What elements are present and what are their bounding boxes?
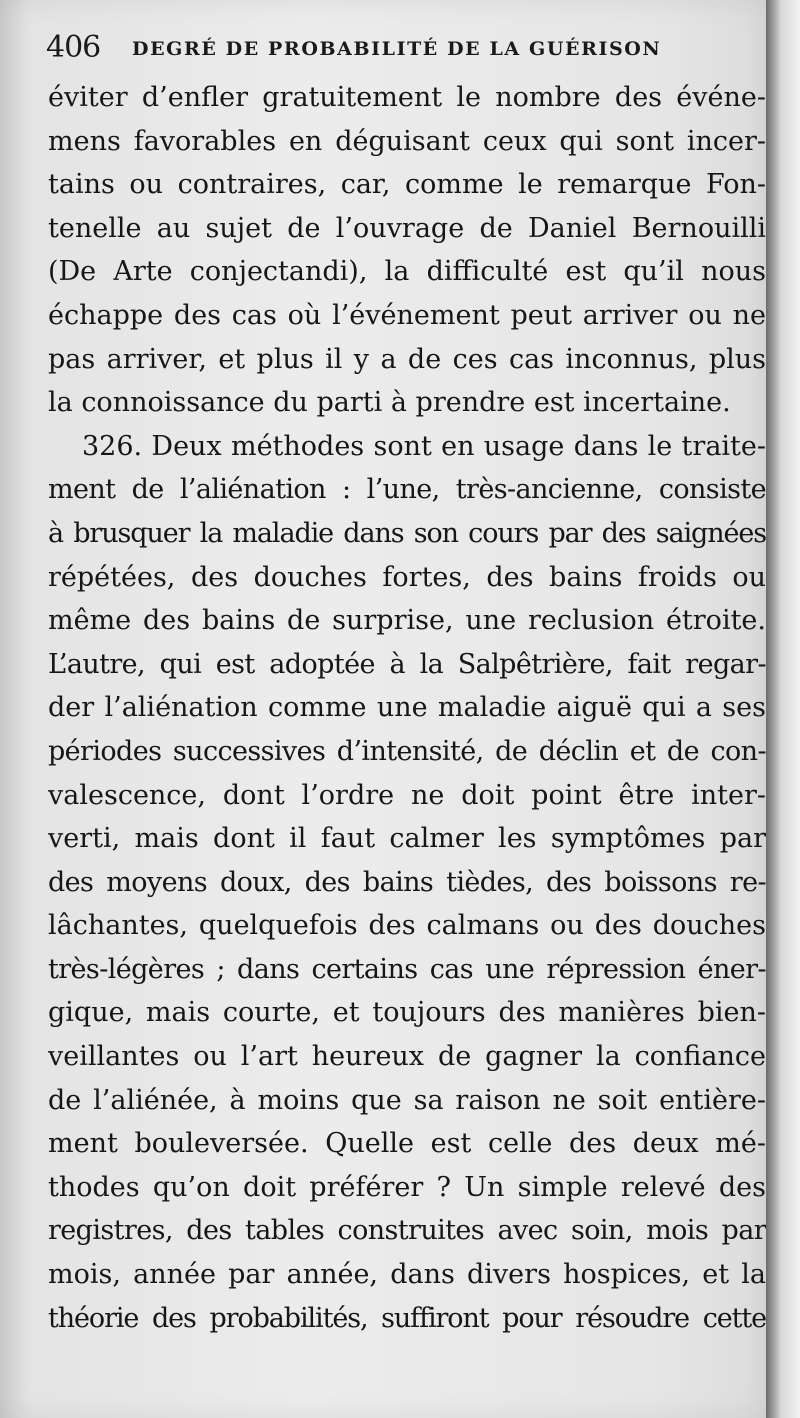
text-line: ment de l’aliénation : l’une, très-ancienne, consiste <box>48 474 766 506</box>
text-line: mens favorables en déguisant ceux qui sont incer- <box>48 125 766 157</box>
text-line: thodes qu’on doit préférer ? Un simple relevé des <box>48 1171 766 1203</box>
text-line: registres, des tables construites avec soin, mois par <box>48 1215 766 1247</box>
text-line: à brusquer la maladie dans son cours par des saignées <box>48 517 766 549</box>
text-line: répétées, des douches fortes, des bains froids ou <box>48 561 766 593</box>
text-line: de l’aliénée, à moins que sa raison ne soit entière- <box>48 1084 766 1116</box>
text-line: ment bouleversée. Quelle est celle des deux mé- <box>48 1128 766 1160</box>
text-line: lâchantes, quelquefois des calmans ou des douches <box>48 910 766 942</box>
text-line: éviter d’enfler gratuitement le nombre des événe- <box>48 82 766 113</box>
text-line: périodes successives d’intensité, de déclin et de con- <box>48 735 766 767</box>
book-gutter-edge <box>766 0 800 1418</box>
text-line: la connoissance du parti à prendre est incertaine. <box>48 387 731 419</box>
running-title: DEGRÉ DE PROBABILITÉ DE LA GUÉRISON <box>132 38 662 60</box>
text-line: mois, année par année, dans divers hospices, et la <box>48 1259 766 1291</box>
text-line: der l’aliénation comme une maladie aiguë qui a ses <box>48 692 766 724</box>
text-line: théorie des probabilités, suffiront pour résoudre cette <box>48 1302 766 1334</box>
text-line: tains ou contraires, car, comme le remarque Fon- <box>48 169 766 201</box>
text-line: verti, mais dont il faut calmer les symptômes par <box>48 823 766 855</box>
text-line: (De Arte conjectandi), la difficulté est qu’il nous <box>48 256 766 288</box>
text-line: tenelle au sujet de l’ouvrage de Daniel Bernouilli <box>48 212 766 244</box>
text-line: des moyens doux, des bains tièdes, des boissons re- <box>48 866 766 898</box>
text-line: même des bains de surprise, une reclusion étroite. <box>48 605 766 637</box>
page-body-text <box>48 76 766 1340</box>
page-number: 406 <box>46 30 101 65</box>
text-line: valescence, dont l’ordre ne doit point être inter- <box>48 779 766 811</box>
text-line: très-légères ; dans certains cas une répression éner- <box>48 953 766 985</box>
text-line: échappe des cas où l’événement peut arriver ou ne <box>48 299 766 331</box>
text-line: L’autre, qui est adoptée à la Salpêtrière, fait regar- <box>48 648 766 680</box>
text-line: veillantes ou l’art heureux de gagner la confiance <box>48 1041 766 1073</box>
text-line: gique, mais courte, et toujours des manières bien- <box>48 997 766 1029</box>
text-line: pas arriver, et plus il y a de ces cas inconnus, plus <box>48 343 766 375</box>
paragraph-start-line: 326. Deux méthodes sont en usage dans le traite- <box>82 430 766 462</box>
page-header <box>46 28 746 68</box>
